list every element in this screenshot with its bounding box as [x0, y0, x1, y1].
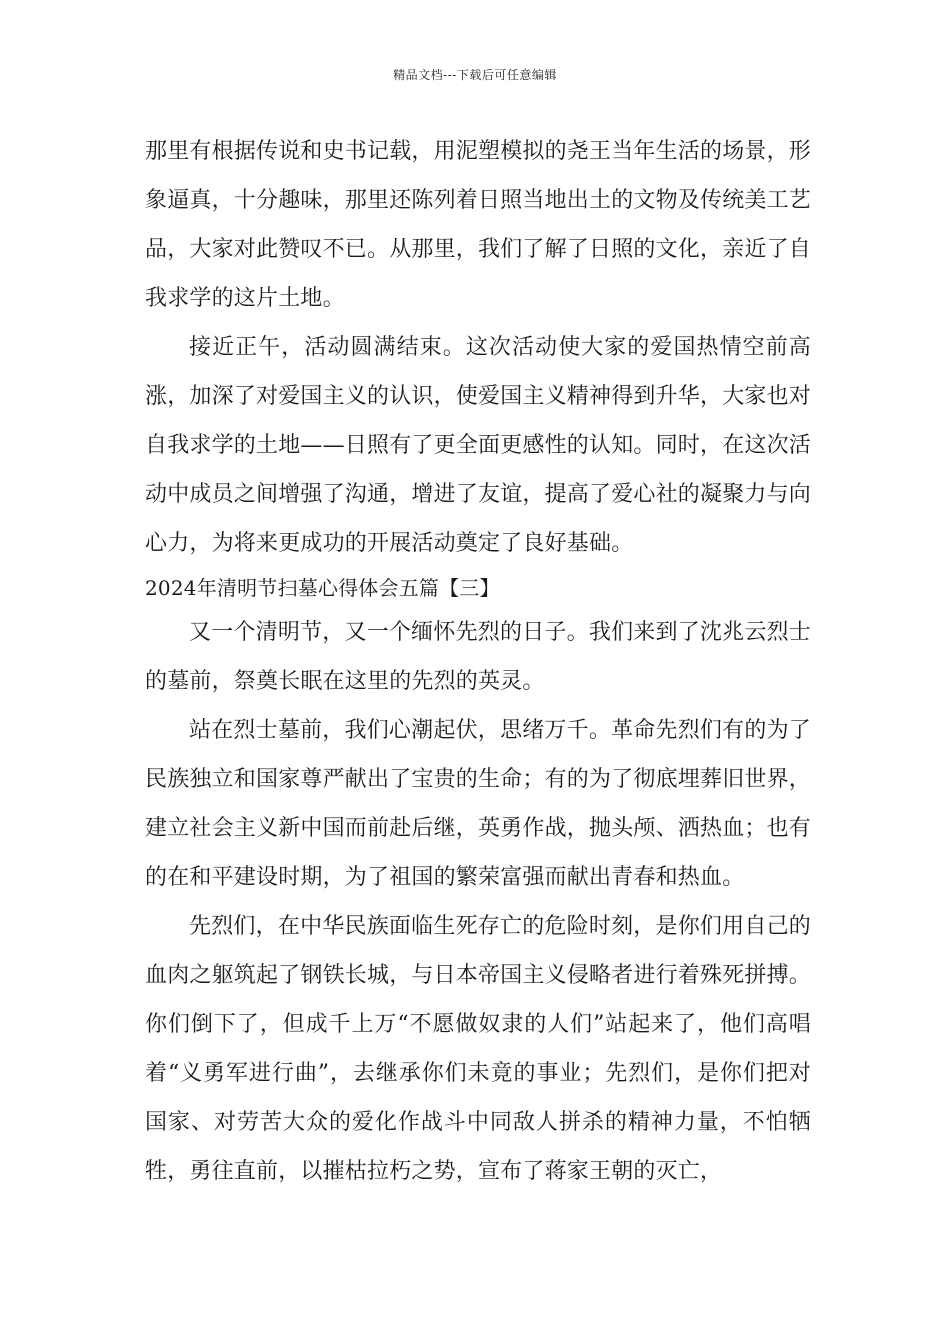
section-heading: 2024年清明节扫墓心得体会五篇【三】 — [145, 576, 500, 600]
document-body — [145, 127, 811, 1196]
paragraph-activity-end: 接近正午，活动圆满结束。这次活动使大家的爱国热情空前高涨，加深了对爱国主义的认识，使爱国主义精神得到升华，大家也对自我求学的土地——日照有了更全面更感性的认知。同时，在这次活动中成员之间增强了沟通，增进了友谊，提高了爱心社的凝聚力与向心力，为将来更成功的开展活动奠定了良好基础。 — [145, 335, 812, 556]
paragraph-continuation: 那里有根据传说和史书记载，用泥塑模拟的尧王当年生活的场景，形象逼真，十分趣味，那里还陈列着日照当地出土的文物及传统美工艺品，大家对此赞叹不已。从那里，我们了解了日照的文化，亲近了自我求学的这片土地。 — [145, 139, 812, 311]
page-header: 精品文档---下载后可任意编辑 — [393, 68, 557, 82]
paragraph-qingming-intro: 又一个清明节，又一个缅怀先烈的日子。我们来到了沈兆云烈士的墓前，祭奠长眠在这里的先烈的英灵。 — [145, 620, 811, 694]
paragraph-martyrs-tribute: 先烈们，在中华民族面临生死存亡的危险时刻，是你们用自己的血肉之躯筑起了钢铁长城，与日本帝国主义侵略者进行着殊死拼搏。你们倒下了，但成千上万“不愿做奴隶的人们”站起来了，他们高唱着“义勇军进行曲”，去继承你们未竟的事业；先烈们，是你们把对国家、对劳苦大众的爱化作战斗中同敌人拼杀的精神力量，不怕牺牲，勇往直前，以摧枯拉朽之势，宣布了蒋家王朝的灭亡， — [145, 914, 812, 1184]
paragraph-martyrs-tomb: 站在烈士墓前，我们心潮起伏，思绪万千。革命先烈们有的为了民族独立和国家尊严献出了宝贵的生命；有的为了彻底埋葬旧世界，建立社会主义新中国而前赴后继，英勇作战，抛头颅、洒热血；也有的在和平建设时期，为了祖国的繁荣富强而献出青春和热血。 — [145, 718, 812, 890]
